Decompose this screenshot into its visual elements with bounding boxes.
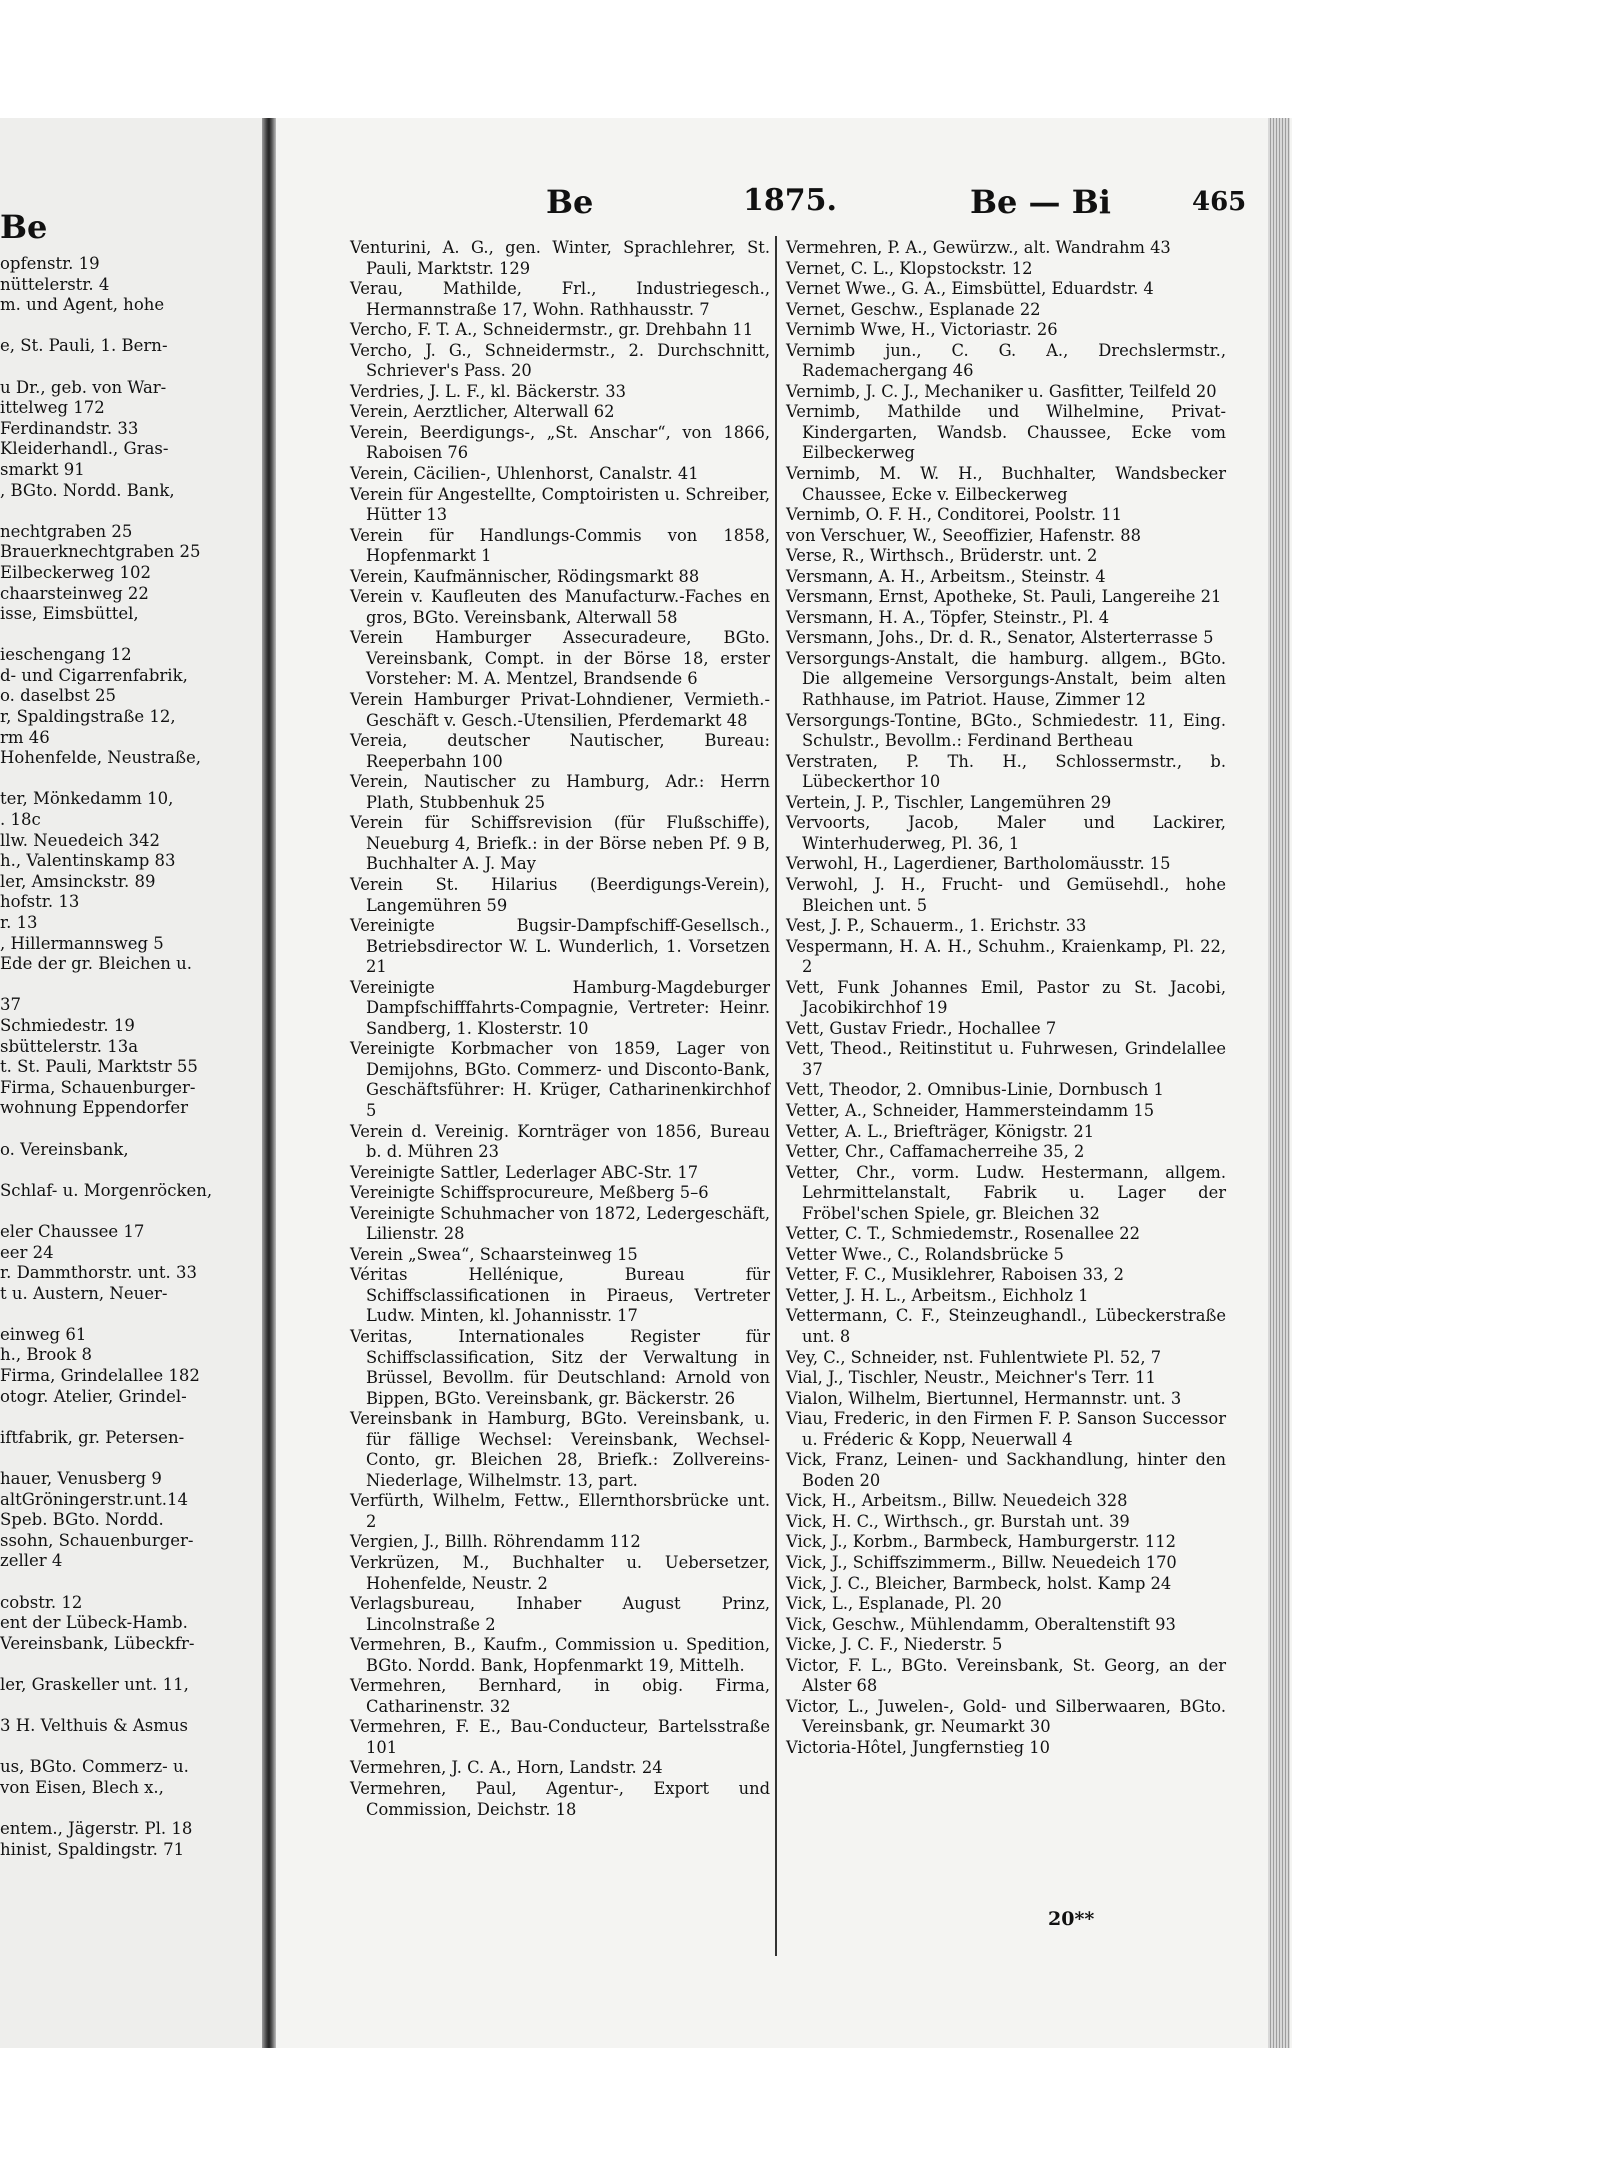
directory-entry: Vett, Funk Johannes Emil, Pastor zu St. Jacobi, Jacobikirchhof 19 — [786, 977, 1226, 1018]
left-page-line: hofstr. 13 — [0, 892, 80, 912]
left-page-line: , BGto. Nordd. Bank, — [0, 480, 175, 500]
left-page-line: us, BGto. Commerz- u. — [0, 1757, 189, 1777]
directory-entry: Vett, Theod., Reitinstitut u. Fuhrwesen, Grindelallee 37 — [786, 1039, 1226, 1079]
left-page-line: Speb. BGto. Nordd. — [0, 1510, 164, 1530]
left-page — [0, 118, 262, 2048]
left-page-line: 3 H. Velthuis & Asmus — [0, 1716, 188, 1736]
directory-column-left — [350, 238, 770, 1820]
directory-entry: Versmann, Ernst, Apotheke, St. Pauli, Langereihe 21 — [786, 587, 1222, 607]
left-page-line — [0, 625, 258, 646]
left-page-line: iftfabrik, gr. Petersen- — [0, 1427, 185, 1447]
directory-entry: Vetter, Chr., Caffamacherreihe 35, 2 — [786, 1142, 1085, 1162]
left-page-line: r. Dammthorstr. unt. 33 — [0, 1263, 198, 1283]
left-page-line: eler Chaussee 17 — [0, 1221, 145, 1241]
left-page-line: zeller 4 — [0, 1551, 63, 1571]
directory-entry: Verein, Beerdigungs-, „St. Anschar“, von 1866, Raboisen 76 — [350, 422, 770, 463]
left-page-line: e, St. Pauli, 1. Bern- — [0, 336, 168, 356]
directory-entry: Vereinigte Schuhmacher von 1872, Ledergeschäft, Lilienstr. 28 — [350, 1203, 770, 1244]
directory-entry: Vick, H. C., Wirthsch., gr. Burstah unt. 39 — [786, 1511, 1130, 1531]
directory-entry: Vereinigte Bugsir-Dampfschiff-Gesellsch., Betriebsdirector W. L. Wunderlich, 1. Vorsetzen 21 — [350, 916, 770, 977]
left-page-line: 37 — [0, 995, 21, 1015]
header-year: 1875. — [743, 183, 837, 218]
signature-mark: 20** — [1048, 1908, 1095, 1930]
left-page-line: ler, Graskeller unt. 11, — [0, 1674, 189, 1694]
directory-entry: Vick, Franz, Leinen- und Sackhandlung, hinter den Boden 20 — [786, 1450, 1226, 1490]
directory-entry: Verein für Handlungs-Commis von 1858, Hopfenmarkt 1 — [350, 525, 770, 566]
directory-entry: Victoria-Hôtel, Jungfernstieg 10 — [786, 1737, 1050, 1757]
left-page-line — [0, 1696, 258, 1717]
directory-entry: Versmann, Johs., Dr. d. R., Senator, Alsterterrasse 5 — [786, 628, 1214, 648]
directory-entry: Véritas Hellénique, Bureau für Schiffsclassificationen in Piraeus, Vertreter Ludw. Minten, kl. Johannisstr. 17 — [350, 1265, 770, 1326]
directory-entry: Victor, F. L., BGto. Vereinsbank, St. Georg, an der Alster 68 — [786, 1655, 1226, 1696]
directory-entry: Verkrüzen, M., Buchhalter u. Uebersetzer, Hohenfelde, Neustr. 2 — [350, 1553, 770, 1593]
left-page-line: u Dr., geb. von War- — [0, 377, 167, 397]
directory-entry: Verein „Swea“, Schaarsteinweg 15 — [350, 1244, 638, 1264]
page-header — [276, 183, 1247, 227]
left-page-line — [0, 1654, 258, 1675]
directory-entry: Verlagsbureau, Inhaber August Prinz, Lincolnstraße 2 — [350, 1594, 770, 1634]
left-page-line: einweg 61 — [0, 1324, 87, 1344]
left-page-line: nechtgraben 25 — [0, 521, 133, 541]
directory-entry: Vial, J., Tischler, Neustr., Meichner's Terr. 11 — [786, 1368, 1156, 1388]
directory-entry: Vernimb, J. C. J., Mechaniker u. Gasfitter, Teilfeld 20 — [786, 381, 1217, 401]
directory-entry: Vernet, Geschw., Esplanade 22 — [786, 299, 1041, 319]
directory-entry: Verein St. Hilarius (Beerdigungs-Verein), Langemühren 59 — [350, 874, 770, 915]
directory-entry: Vernimb Wwe, H., Victoriastr. 26 — [786, 320, 1058, 340]
left-page-line: chaarsteinweg 22 — [0, 583, 149, 603]
directory-entry: Vialon, Wilhelm, Biertunnel, Hermannstr. unt. 3 — [786, 1388, 1182, 1408]
left-page-line: ssohn, Schauenburger- — [0, 1530, 194, 1550]
directory-entry: Vetter, Chr., vorm. Ludw. Hestermann, allgem. Lehrmittelanstalt, Fabrik u. Lager der Fröbel'schen Spiele, gr. Bleichen 32 — [786, 1162, 1226, 1223]
directory-entry: Vermehren, Paul, Agentur-, Export und Commission, Deichstr. 18 — [350, 1779, 770, 1819]
left-page-line: ittelweg 172 — [0, 398, 105, 418]
directory-column-right — [786, 238, 1226, 1758]
directory-entry: Vereia, deutscher Nautischer, Bureau: Reeperbahn 100 — [350, 731, 770, 771]
directory-entry: Versorgungs-Tontine, BGto., Schmiedestr. 11, Eing. Schulstr., Bevollm.: Ferdinand Bertheau — [786, 710, 1226, 751]
directory-entry: Verein für Angestellte, Comptoiristen u. Schreiber, Hütter 13 — [350, 484, 770, 525]
left-page-line: smarkt 91 — [0, 459, 85, 479]
directory-entry: Victor, L., Juwelen-, Gold- und Silberwaaren, BGto. Vereinsbank, gr. Neumarkt 30 — [786, 1696, 1226, 1737]
directory-entry: Vick, J. C., Bleicher, Barmbeck, holst. Kamp 24 — [786, 1573, 1172, 1593]
directory-entry: Vereinsbank in Hamburg, BGto. Vereinsbank, u. für fällige Wechsel: Vereinsbank, Wechsel-Conto, gr. Bleichen 28, Briefk.: Zollvereins-Niederlage, Wilhelmstr. 13, part. — [350, 1409, 770, 1490]
directory-entry: Vermehren, F. E., Bau-Conducteur, Bartelsstraße 101 — [350, 1717, 770, 1757]
left-page-line: Ferdinandstr. 33 — [0, 418, 139, 438]
directory-entry: Vetter, C. T., Schmiedemstr., Rosenallee 22 — [786, 1224, 1140, 1244]
left-page-line — [0, 501, 258, 522]
left-page-column — [0, 254, 258, 1860]
left-page-line: o. daselbst 25 — [0, 686, 116, 706]
left-page-line: r, Spaldingstraße 12, — [0, 707, 176, 727]
directory-entry: Vermehren, Bernhard, in obig. Firma, Catharinenstr. 32 — [350, 1676, 770, 1716]
left-page-line — [0, 1119, 258, 1140]
left-page-line — [0, 1304, 258, 1325]
directory-entry: Vereinigte Korbmacher von 1859, Lager von Demijohns, BGto. Commerz- und Disconto-Bank, Geschäftsführer: H. Krüger, Catharinenkirchhof 5 — [350, 1039, 770, 1120]
directory-entry: Verwohl, H., Lagerdiener, Bartholomäusstr. 15 — [786, 854, 1171, 874]
directory-entry: Vetter, A., Schneider, Hammersteindamm 15 — [786, 1100, 1155, 1120]
directory-entry: Vick, J., Korbm., Barmbeck, Hamburgerstr. 112 — [786, 1532, 1176, 1552]
directory-entry: Verein für Schiffsrevision (für Flußschiffe), Neueburg 4, Briefk.: in der Börse neben Pf. 9 B, Buchhalter A. J. May — [350, 813, 770, 874]
left-page-line: wohnung Eppendorfer — [0, 1098, 189, 1118]
directory-entry: Vey, C., Schneider, nst. Fuhlentwiete Pl. 52, 7 — [786, 1347, 1162, 1367]
directory-entry: Vernimb, Mathilde und Wilhelmine, Privat-Kindergarten, Wandsb. Chaussee, Ecke vom Eilbeckerweg — [786, 402, 1226, 463]
column-divider — [775, 236, 777, 1956]
left-page-line: sbüttelerstr. 13a — [0, 1036, 139, 1056]
left-page-line: ieschengang 12 — [0, 645, 132, 665]
directory-entry: Verfürth, Wilhelm, Fettw., Ellernthorsbrücke unt. 2 — [350, 1491, 770, 1531]
left-page-line: isse, Eimsbüttel, — [0, 604, 139, 624]
directory-entry: Vick, L., Esplanade, Pl. 20 — [786, 1594, 1002, 1614]
directory-entry: Verein, Cäcilien-, Uhlenhorst, Canalstr. 41 — [350, 464, 699, 484]
left-page-header: Be — [0, 208, 48, 246]
left-page-line: hauer, Venusberg 9 — [0, 1469, 162, 1489]
directory-entry: Verein Hamburger Assecuradeure, BGto. Vereinsbank, Compt. in der Börse 18, erster Vorsteher: M. A. Mentzel, Brandsende 6 — [350, 628, 770, 689]
left-page-line — [0, 1448, 258, 1469]
left-page-line: . 18c — [0, 810, 41, 830]
directory-entry: Vetter, A. L., Briefträger, Königstr. 21 — [786, 1121, 1095, 1141]
left-page-line: Vereinsbank, Lübeckfr- — [0, 1633, 195, 1653]
left-page-line: von Eisen, Blech x., — [0, 1777, 164, 1797]
left-page-line: h., Valentinskamp 83 — [0, 851, 176, 871]
left-page-line: , Hillermannsweg 5 — [0, 933, 164, 953]
directory-entry: Versmann, A. H., Arbeitsm., Steinstr. 4 — [786, 566, 1106, 586]
directory-entry: Vicke, J. C. F., Niederstr. 5 — [786, 1635, 1003, 1655]
directory-entry: Verau, Mathilde, Frl., Industriegesch., Hermannstraße 17, Wohn. Rathhausstr. 7 — [350, 279, 770, 319]
left-page-line — [0, 357, 258, 378]
directory-entry: Versorgungs-Anstalt, die hamburg. allgem., BGto. Die allgemeine Versorgungs-Anstalt, beim alten Rathhause, im Patriot. Hause, Zimmer 12 — [786, 648, 1226, 710]
directory-entry: Vermehren, P. A., Gewürzw., alt. Wandrahm 43 — [786, 238, 1171, 257]
directory-entry: Vick, Geschw., Mühlendamm, Oberaltenstift 93 — [786, 1614, 1176, 1634]
left-page-line: Firma, Grindelallee 182 — [0, 1366, 200, 1386]
left-page-line: Schlaf- u. Morgenröcken, — [0, 1180, 213, 1200]
left-page-line: Hohenfelde, Neustraße, — [0, 748, 201, 768]
left-page-line — [0, 1201, 258, 1222]
directory-entry: Vervoorts, Jacob, Maler und Lackirer, Winterhuderweg, Pl. 36, 1 — [786, 813, 1226, 853]
page-edges — [1268, 118, 1290, 2048]
directory-entry: Verein d. Vereinig. Kornträger von 1856, Bureau b. d. Mühren 23 — [350, 1121, 770, 1162]
left-page-line — [0, 1407, 258, 1428]
directory-entry: Vereinigte Sattler, Lederlager ABC-Str. 17 — [350, 1162, 699, 1182]
left-page-line: ler, Amsinckstr. 89 — [0, 871, 156, 891]
left-page-line: o. Vereinsbank, — [0, 1139, 129, 1159]
left-page-line: eer 24 — [0, 1242, 54, 1262]
directory-entry: Versmann, H. A., Töpfer, Steinstr., Pl. 4 — [786, 607, 1110, 627]
directory-entry: Vetter, J. H. L., Arbeitsm., Eichholz 1 — [786, 1285, 1089, 1305]
directory-entry: Vercho, J. G., Schneidermstr., 2. Durchschnitt, Schriever's Pass. 20 — [350, 340, 770, 381]
left-page-line: Schmiedestr. 19 — [0, 1015, 135, 1035]
left-page-line: d- und Cigarrenfabrik, — [0, 665, 188, 685]
book-gutter — [262, 118, 276, 2048]
directory-entry: Vettermann, C. F., Steinzeughandl., Lübeckerstraße unt. 8 — [786, 1306, 1226, 1346]
directory-entry: Vertein, J. P., Tischler, Langemühren 29 — [786, 792, 1112, 812]
left-page-line — [0, 1160, 258, 1181]
directory-entry: Verein v. Kaufleuten des Manufacturw.-Faches en gros, BGto. Vereinsbank, Alterwall 58 — [350, 587, 770, 627]
directory-entry: Vick, J., Schiffszimmerm., Billw. Neuedeich 170 — [786, 1553, 1177, 1572]
directory-entry: Vergien, J., Billh. Röhrendamm 112 — [350, 1532, 641, 1552]
left-page-line: m. und Agent, hohe — [0, 295, 165, 315]
directory-entry: Veritas, Internationales Register für Schiffsclassification, Sitz der Verwaltung in Brüssel, Bevollm. für Deutschland: Arnold von Bippen, BGto. Vereinsbank, gr. Bäckerstr. 26 — [350, 1326, 770, 1408]
directory-entry: Vetter, F. C., Musiklehrer, Raboisen 33, 2 — [786, 1265, 1124, 1285]
left-page-line: cobstr. 12 — [0, 1592, 83, 1612]
directory-entry: Vetter Wwe., C., Rolandsbrücke 5 — [786, 1244, 1064, 1264]
left-page-line: entem., Jägerstr. Pl. 18 — [0, 1819, 193, 1839]
book-scan — [0, 118, 1292, 2048]
left-page-line: ent der Lübeck-Hamb. — [0, 1613, 188, 1633]
page-number: 465 — [1192, 187, 1247, 217]
left-page-line — [0, 769, 258, 790]
directory-entry: Vercho, F. T. A., Schneidermstr., gr. Drehbahn 11 — [350, 320, 754, 340]
left-page-line: t u. Austern, Neuer- — [0, 1283, 168, 1303]
left-page-line: nüttelerstr. 4 — [0, 274, 110, 294]
directory-entry: Vick, H., Arbeitsm., Billw. Neuedeich 328 — [786, 1491, 1128, 1511]
directory-entry: Vernimb, M. W. H., Buchhalter, Wandsbecker Chaussee, Ecke v. Eilbeckerweg — [786, 464, 1226, 504]
directory-entry: Vereinigte Schiffsprocureure, Meßberg 5–6 — [350, 1183, 709, 1203]
directory-entry: Vernet, C. L., Klopstockstr. 12 — [786, 258, 1033, 278]
left-page-line: Eilbeckerweg 102 — [0, 562, 152, 582]
directory-entry: Verein, Aerztlicher, Alterwall 62 — [350, 402, 615, 422]
directory-entry: Vermehren, B., Kaufm., Commission u. Spedition, BGto. Nordd. Bank, Hopfenmarkt 19, Mittelh. — [350, 1635, 770, 1675]
header-letters: Be — [546, 183, 594, 221]
directory-entry: Vermehren, J. C. A., Horn, Landstr. 24 — [350, 1758, 663, 1778]
left-page-line: llw. Neuedeich 342 — [0, 830, 161, 850]
left-page-line: t. St. Pauli, Marktstr 55 — [0, 1057, 198, 1077]
directory-entry: Vernimb, O. F. H., Conditorei, Poolstr. 11 — [786, 505, 1122, 525]
directory-entry: Vett, Theodor, 2. Omnibus-Linie, Dornbusch 1 — [786, 1080, 1164, 1100]
left-page-line: Firma, Schauenburger- — [0, 1077, 196, 1097]
directory-entry: Vett, Gustav Friedr., Hochallee 7 — [786, 1018, 1057, 1038]
directory-entry: Viau, Frederic, in den Firmen F. P. Sanson Successor u. Fréderic & Kopp, Neuerwall 4 — [786, 1409, 1226, 1449]
directory-entry: Vest, J. P., Schauerm., 1. Erichstr. 33 — [786, 916, 1087, 936]
left-page-line — [0, 316, 258, 337]
left-page-line: ter, Mönkedamm 10, — [0, 789, 174, 809]
directory-entry: Vereinigte Hamburg-Magdeburger Dampfschifffahrts-Compagnie, Vertreter: Heinr. Sandberg, 1. Klosterstr. 10 — [350, 977, 770, 1038]
directory-entry: von Verschuer, W., Seeoffizier, Hafenstr. 88 — [786, 525, 1141, 545]
left-page-line: r. 13 — [0, 913, 38, 932]
left-page-line — [0, 1737, 258, 1758]
left-page-line: Ede der gr. Bleichen u. — [0, 954, 193, 974]
directory-entry: Verein Hamburger Privat-Lohndiener, Vermieth.-Geschäft v. Gesch.-Utensilien, Pferdemarkt 48 — [350, 690, 770, 730]
directory-entry: Verstraten, P. Th. H., Schlossermstr., b. Lübeckerthor 10 — [786, 751, 1226, 792]
left-page-line: h., Brook 8 — [0, 1345, 92, 1365]
directory-entry: Vespermann, H. A. H., Schuhm., Kraienkamp, Pl. 22, 2 — [786, 936, 1226, 977]
left-page-line — [0, 1799, 258, 1820]
left-page-line: otogr. Atelier, Grindel- — [0, 1386, 187, 1406]
left-page-line: Kleiderhandl., Gras- — [0, 439, 169, 459]
left-page-line: hinist, Spaldingstr. 71 — [0, 1839, 185, 1859]
directory-entry: Verse, R., Wirthsch., Brüderstr. unt. 2 — [786, 546, 1098, 566]
directory-entry: Verein, Nautischer zu Hamburg, Adr.: Herrn Plath, Stubbenhuk 25 — [350, 772, 770, 812]
directory-entry: Verein, Kaufmännischer, Rödingsmarkt 88 — [350, 566, 700, 586]
directory-entry: Vernet Wwe., G. A., Eimsbüttel, Eduardstr. 4 — [786, 279, 1154, 299]
header-range: Be — Bi — [970, 183, 1111, 221]
left-page-line: opfenstr. 19 — [0, 254, 100, 273]
left-page-line: Brauerknechtgraben 25 — [0, 542, 201, 562]
directory-entry: Verdries, J. L. F., kl. Bäckerstr. 33 — [350, 381, 626, 401]
directory-entry: Vernimb jun., C. G. A., Drechslermstr., Rademachergang 46 — [786, 340, 1226, 381]
directory-entry: Venturini, A. G., gen. Winter, Sprachlehrer, St. Pauli, Marktstr. 129 — [350, 238, 770, 278]
right-page — [276, 118, 1292, 2048]
left-page-line — [0, 1572, 258, 1593]
directory-entry: Verwohl, J. H., Frucht- und Gemüsehdl., hohe Bleichen unt. 5 — [786, 874, 1226, 915]
left-page-line — [0, 975, 258, 996]
left-page-line: altGröningerstr.unt.14 — [0, 1489, 189, 1509]
left-page-line: rm 46 — [0, 727, 50, 747]
